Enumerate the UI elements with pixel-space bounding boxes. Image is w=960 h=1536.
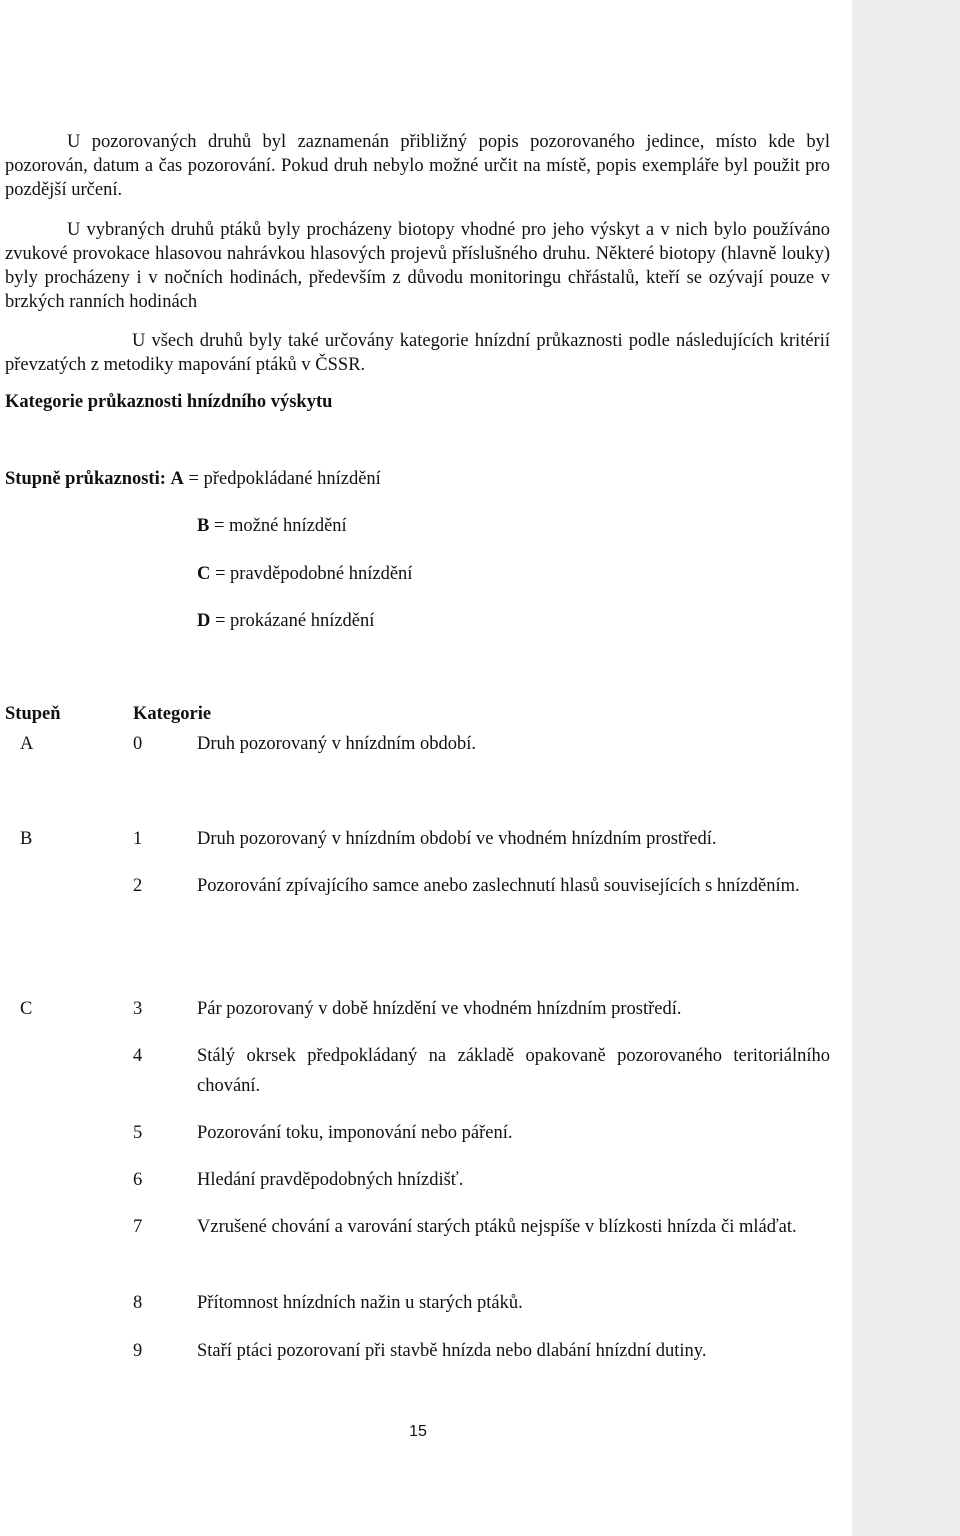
category-description: Pár pozorovaný v době hnízdění ve vhodném hnízdním prostředí. <box>197 999 682 1019</box>
category-number: 6 <box>133 1170 143 1190</box>
category-description: Vzrušené chování a varování starých ptáků nejspíše v blízkosti hnízda či mláďat. <box>197 1217 797 1237</box>
category-description: Druh pozorovaný v hnízdním období. <box>197 734 476 754</box>
legend-row-d <box>197 609 374 633</box>
legend-letter: A <box>170 469 184 489</box>
legend-text: = pravděpodobné hnízdění <box>215 564 413 584</box>
category-description: Staří ptáci pozorovaní při stavbě hnízda nebo dlabání hnízdní dutiny. <box>197 1341 707 1361</box>
table-header-grade: Stupeň <box>5 704 61 724</box>
section-title: Kategorie průkaznosti hnízdního výskytu <box>5 392 333 412</box>
legend-letter: B <box>197 516 210 536</box>
grade-b: B <box>20 829 33 849</box>
category-description: Stálý okrsek předpokládaný na základě opakovaně pozorovaného teritoriálního chování. <box>197 1046 830 1096</box>
paragraph-breeding-categories: U všech druhů byly také určovány kategorie hnízdní průkaznosti podle následujících kritérií převzatých z metodiky mapování ptáků v ČSSR. <box>5 331 830 375</box>
page-margin-band <box>852 0 960 1536</box>
category-description: Přítomnost hnízdních nažin u starých ptáků. <box>197 1293 523 1313</box>
category-number: 4 <box>133 1046 143 1066</box>
legend-row-b <box>197 514 347 538</box>
legend-text: = prokázané hnízdění <box>215 611 375 631</box>
category-number: 7 <box>133 1217 143 1237</box>
legend-text: = předpokládané hnízdění <box>188 469 381 489</box>
paragraph-observation-notes: U pozorovaných druhů byl zaznamenán přibližný popis pozorovaného jedince, místo kde byl pozorován, datum a čas pozorování. Pokud druh nebylo možné určit na místě, popis exempláře byl použit pro pozdější určení. <box>5 132 830 200</box>
category-number: 3 <box>133 999 143 1019</box>
category-number: 1 <box>133 829 143 849</box>
grade-c: C <box>20 999 33 1019</box>
category-description: Pozorování zpívajícího samce anebo zaslechnutí hlasů souvisejících s hnízděním. <box>197 876 800 896</box>
table-header-category: Kategorie <box>133 704 212 724</box>
category-description: Hledání pravděpodobných hnízdišť. <box>197 1170 464 1190</box>
category-description: Druh pozorovaný v hnízdním období ve vhodném hnízdním prostředí. <box>197 829 717 849</box>
grade-a: A <box>20 734 34 754</box>
legend-row-c <box>197 562 412 586</box>
category-description: Pozorování toku, imponování nebo páření. <box>197 1123 513 1143</box>
category-number: 8 <box>133 1293 143 1313</box>
legend-letter: D <box>197 611 211 631</box>
legend-label: Stupně průkaznosti: <box>5 469 166 489</box>
legend-letter: C <box>197 564 211 584</box>
category-number: 9 <box>133 1341 143 1361</box>
category-number: 2 <box>133 876 143 896</box>
category-number: 5 <box>133 1123 143 1143</box>
legend-row-a <box>5 467 381 491</box>
paragraph-habitat-survey: U vybraných druhů ptáků byly procházeny biotopy vhodné pro jeho výskyt a v nich bylo používáno zvukové provokace hlasovou nahrávkou hlasových projevů příslušného druhu. Některé biotopy (hlavně louky) byly procházeny i v nočních hodinách, především z důvodu monitoringu chřástalů, kteří se ozývají pouze v brzkých ranních hodinách <box>5 220 830 312</box>
page-number: 15 <box>409 1423 427 1440</box>
category-number: 0 <box>133 734 143 754</box>
legend-text: = možné hnízdění <box>213 516 347 536</box>
